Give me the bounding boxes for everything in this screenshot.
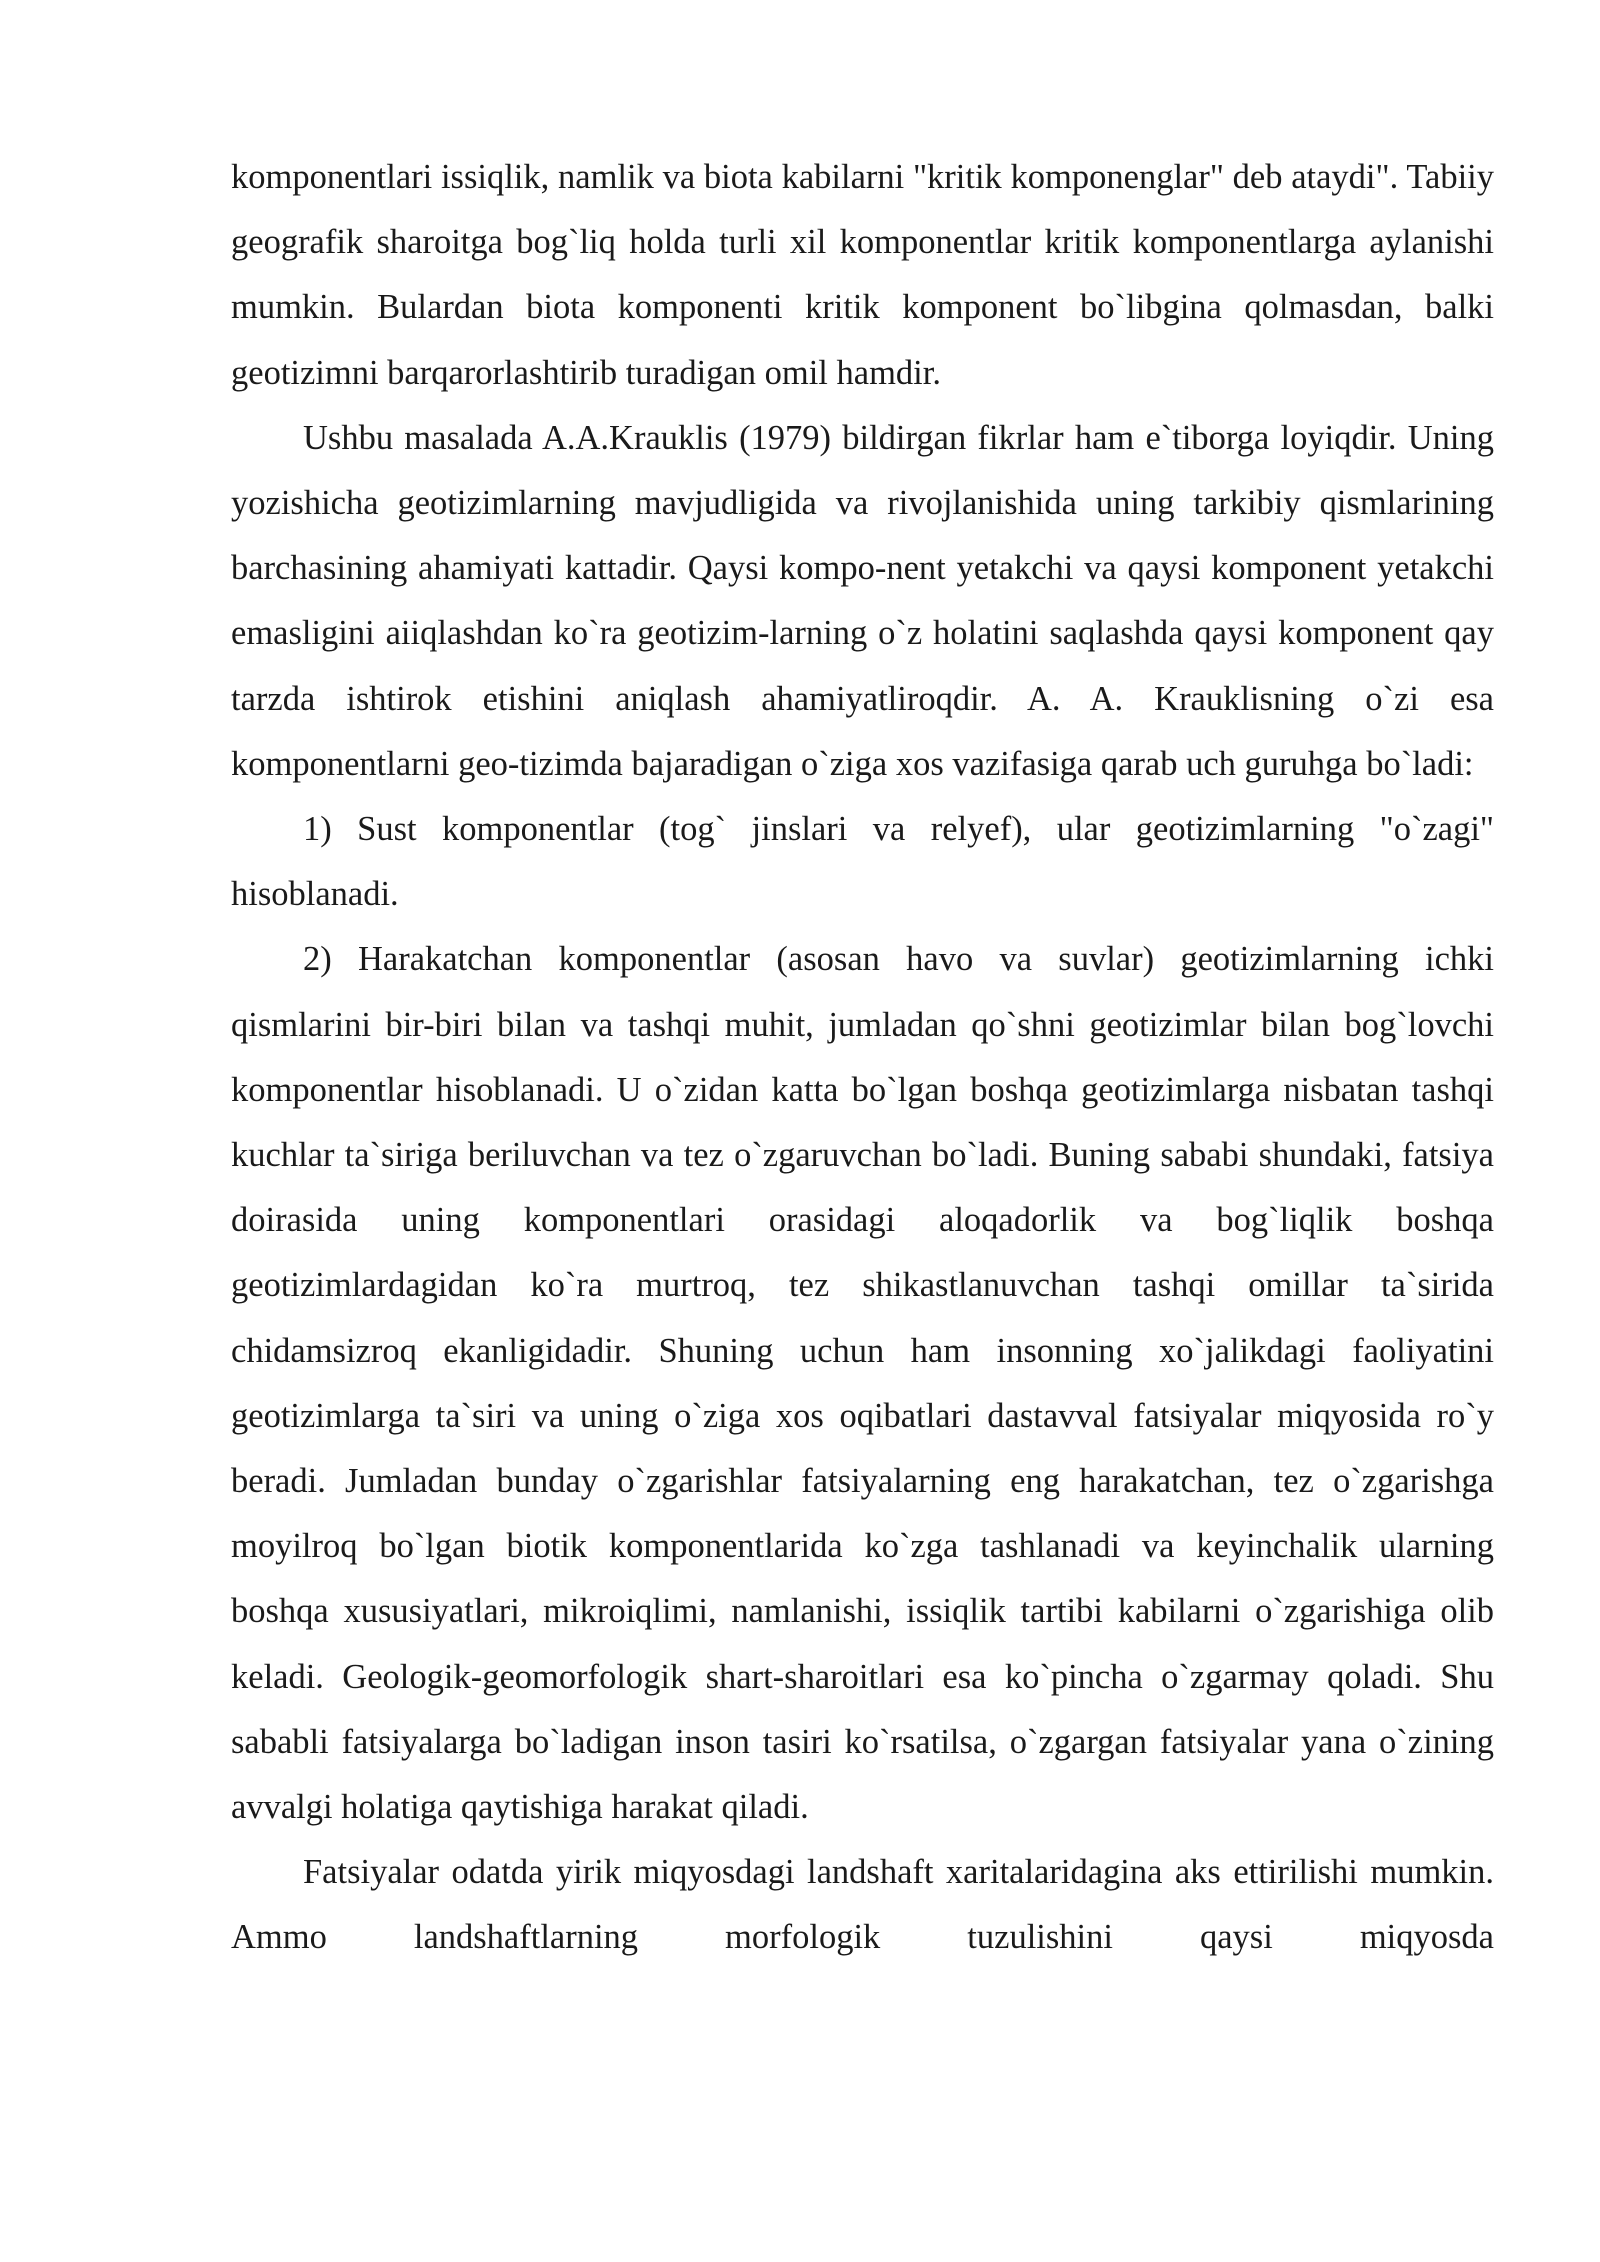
paragraph-krauklis: Ushbu masalada A.A.Krauklis (1979) bildirgan fikrlar ham e`tiborga loyiqdir. Uning yozishicha geotizimlarning mavjudligida va rivojlanishida uning tarkibiy qismlarining barchasining ahamiyati kattadir. Qaysi kompo-nent yetakchi va qaysi komponent yetakchi emasligini aiiqlashdan ko`ra geotizim-larning o`z holatini saqlashda qaysi komponent qay tarzda ishtirok etishini aniqlash ahamiyatliroqdir. A. A. Krauklisning o`zi esa komponentlarni geo-tizimda bajaradigan o`ziga xos vazifasiga qarab uch guruhga bo`ladi: bbox=[231, 418, 1494, 783]
paragraph-list-item-1: 1) Sust komponentlar (tog` jinslari va relyef), ular geotizimlarning "o`zagi" hisoblanadi. bbox=[231, 810, 1494, 914]
document-body bbox=[231, 145, 1494, 1971]
paragraph-continuation: komponentlari issiqlik, namlik va biota kabilarni "kritik komponenglar" deb ataydi". Tabiiy geografik sharoitga bog`liq holda turli xil komponentlar kritik komponentlarga aylanishi mumkin. Bulardan biota komponenti kritik komponent bo`libgina qolmasdan, balki geotizimni barqarorlashtirib turadigan omil hamdir. bbox=[231, 158, 1494, 392]
paragraph-list-item-2: 2) Harakatchan komponentlar (asosan havo va suvlar) geotizimlarning ichki qismlarini bir-biri bilan va tashqi muhit, jumladan qo`shni geotizimlar bilan bog`lovchi komponentlar hisoblanadi. U o`zidan katta bo`lgan boshqa geotizimlarga nisbatan tashqi kuchlar ta`siriga beriluvchan va tez o`zgaruvchan bo`ladi. Buning sababi shundaki, fatsiya doirasida uning komponentlari orasidagi aloqadorlik va bog`liqlik boshqa geotizimlardagidan ko`ra murtroq, tez shikastlanuvchan tashqi omillar ta`sirida chidamsizroq ekanligidadir. Shuning uchun ham insonning xo`jalikdagi faoliyatini geotizimlarga ta`siri va uning o`ziga xos oqibatlari dastavval fatsiyalar miqyosida ro`y beradi. Jumladan bunday o`zgarishlar fatsiyalarning eng harakatchan, tez o`zgarishga moyilroq bo`lgan biotik komponentlarida ko`zga tashlanadi va keyinchalik ularning boshqa xususiyatlari, mikroiqlimi, namlanishi, issiqlik tartibi kabilarni o`zgarishiga olib keladi. Geologik-geomorfologik shart-sharoitlari esa ko`pincha o`zgarmay qoladi. Shu sababli fatsiyalarga bo`ladigan inson tasiri ko`rsatilsa, o`zgargan fatsiyalar yana o`zining avvalgi holatiga qaytishiga harakat qiladi. bbox=[231, 940, 1494, 1827]
paragraph-fatsiyalar: Fatsiyalar odatda yirik miqyosdagi landshaft xaritalaridagina aks ettirilishi mumkin. Ammo landshaftlarning morfologik tuzulishini qaysi miqyosda bbox=[231, 1853, 1494, 1957]
